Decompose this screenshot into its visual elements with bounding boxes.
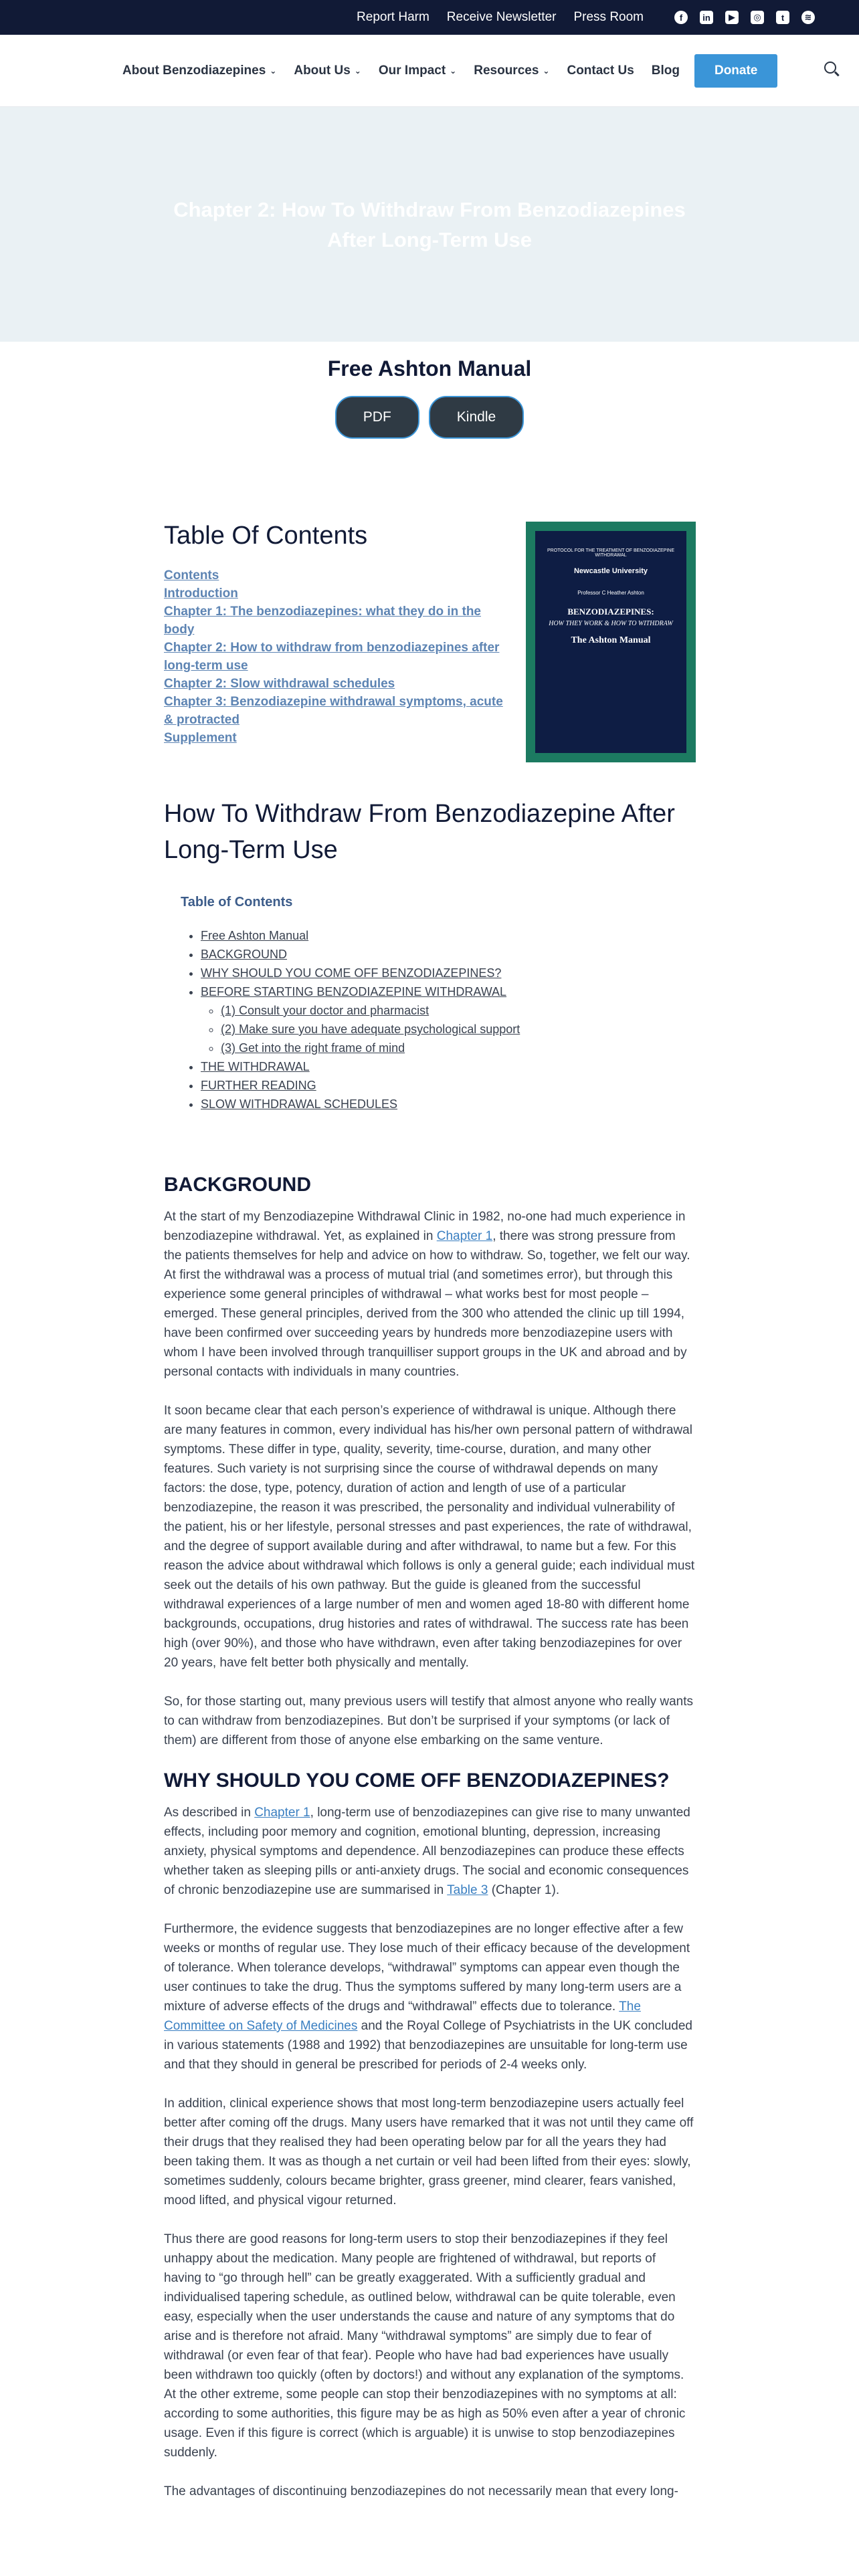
list-item <box>201 945 679 964</box>
nav-item-about-benzodiazepines[interactable] <box>122 64 276 78</box>
chevron-down-icon: ⌄ <box>354 66 361 76</box>
kindle-button[interactable]: Kindle <box>429 396 524 439</box>
cover-university: Newcastle University <box>573 567 648 575</box>
list-item <box>201 982 679 1057</box>
page-title: Chapter 2: How To Withdraw From Benzodiazepines After Long-Term Use <box>173 197 686 251</box>
list-item <box>221 1039 679 1057</box>
section-heading-background: BACKGROUND <box>164 1174 311 1196</box>
cover-banner: PROTOCOL FOR THE TREATMENT OF BENZODIAZEPINE WITHDRAWAL <box>547 548 675 558</box>
manual-title: Free Ashton Manual <box>327 356 532 381</box>
paragraph: Thus there are good reasons for long-term users to stop their benzodiazepines if they feel unhappy about the medication. Many people are frightened of withdrawal, but reports of having to “go through hell” can be greatly exaggerated. With a sufficiently gradual and individualised tapering schedule, as outlined below, withdrawal can be quite tolerable, even easy, especially when the user understands the cause and nature of any symptoms that do arise and is therefore not afraid. Many “withdrawal symptoms” are simply due to fear of withdrawal (or even fear of that fear). People who have had bad experiences have usually been withdrawn too quickly (often by doctors!) and without any explanation of the symptoms. At the other extreme, some people can stop their benzodiazepines with no symptoms at all: according to some authorities, this figure may be as high as 50% even after a year of chronic usage. Even if this figure is correct (which is arguable) it is unwise to stop benzodiazepines suddenly. <box>164 2232 686 2460</box>
text: and the Royal College of Psychiatrists in the UK concluded in various statements (1988 and 1992) that benzodiazepines are unsuitable for long-term use and that they should in general be prescribed for periods of 2-4 weeks only. <box>164 2019 692 2072</box>
text: As described in <box>164 1806 255 1820</box>
toc-subitem-link[interactable]: (2) Make sure you have adequate psychological support <box>221 1023 520 1036</box>
nav-label: Contact Us <box>567 63 634 78</box>
section-heading-why: WHY SHOULD YOU COME OFF BENZODIAZEPINES? <box>164 1769 670 1792</box>
twitter-icon[interactable]: t <box>776 11 789 24</box>
list-item <box>201 964 679 982</box>
toc-item-link[interactable]: BEFORE STARTING BENZODIAZEPINE WITHDRAWAL <box>201 985 507 998</box>
toc-link-chapter-2[interactable]: Chapter 2: How to withdraw from benzodiazepines after long-term use <box>164 641 500 673</box>
list-item <box>201 1057 679 1076</box>
nav-label: Resources <box>474 63 539 78</box>
toc-link-introduction[interactable]: Introduction <box>164 586 238 601</box>
text: , long-term use of benzodiazepines can give rise to many unwanted effects, including poor memory and cognition, emotional blunting, depression, increasing anxiety, physical symptoms and dependence. All benzodiazepines can produce these effects whether taken as sleeping pills or anti-anxiety drugs. The social and economic consequences of chronic benzodiazepine use are summarised in <box>164 1806 690 1897</box>
facebook-icon[interactable]: f <box>674 11 688 24</box>
list-item <box>201 1076 679 1095</box>
toc-item-link[interactable]: Free Ashton Manual <box>201 929 309 942</box>
paragraph: So, for those starting out, many previous users will testify that almost anyone who really wants to can withdraw from benzodiazepines. But don’t be surprised if your symptoms (or lack of them) are different from those of anyone else embarking on the same venture. <box>164 1695 693 1747</box>
top-bar <box>0 0 859 35</box>
receive-newsletter-link[interactable]: Receive Newsletter <box>446 10 557 24</box>
text: (Chapter 1). <box>488 1883 560 1897</box>
nav-item-our-impact[interactable] <box>379 64 456 78</box>
text: , there was strong pressure from the patients themselves for help and advice on how to withdraw. So, together, we felt our way. At first the withdrawal was a process of mutual trial (and sometimes error), but through this experience some general principles of withdrawal – what works best for most people – emerged. These general principles, derived from the 300 who attended the clinic up till 1994, have been confirmed over succeeding years by hundreds more benzodiazepine users with whom I have been involved through tranquilliser support groups in the UK and abroad and by personal contacts with individuals in many countries. <box>164 1229 690 1379</box>
nav-item-about-us[interactable] <box>294 64 361 78</box>
nav-item-blog[interactable] <box>652 64 680 78</box>
nav-label: About Benzodiazepines <box>122 63 266 78</box>
chevron-down-icon: ⌄ <box>543 66 550 76</box>
paragraph <box>164 1207 696 1382</box>
nav-item-contact-us[interactable] <box>567 64 634 78</box>
youtube-icon[interactable]: ▶ <box>725 11 739 24</box>
toc-item-link[interactable]: SLOW WITHDRAWAL SCHEDULES <box>201 1097 398 1111</box>
chevron-down-icon: ⌄ <box>450 66 457 76</box>
paragraph: It soon became clear that each person’s experience of withdrawal is unique. Although there are many features in common, every individual has his/her own personal pattern of withdrawal symptoms. These differ in type, quality, severity, time-course, duration, and many other features. Such variety is not surprising since the course of withdrawal depends on many factors: the dose, type, potency, duration of action and length of use of a particular benzodiazepine, the reason it was prescribed, the personality and individual vulnerability of the patient, his or her lifestyle, personal stresses and past experiences, the rate of withdrawal, and the degree of support available during and after withdrawal, to name but a few. For this reason the advice about withdrawal which follows is only a general guide; each individual must seek out the details of his own pathway. But the guide is gleaned from the successful withdrawal experiences of a large number of men and women aged 18-80 with different home backgrounds, occupations, drug histories and rates of withdrawal. The success rate has been high (over 90%), and those who have withdrawn, even after taking benzodiazepines for over 20 years, have felt better both physically and mentally. <box>164 1404 695 1670</box>
toc-link-chapter-2-schedules[interactable]: Chapter 2: Slow withdrawal schedules <box>164 677 395 691</box>
toc-link-supplement[interactable]: Supplement <box>164 731 237 745</box>
nav-label: About Us <box>294 63 351 78</box>
hero-banner <box>0 107 859 342</box>
toc-item-link[interactable]: THE WITHDRAWAL <box>201 1060 310 1073</box>
toc-item-link[interactable]: FURTHER READING <box>201 1079 316 1092</box>
search-icon[interactable] <box>824 62 836 74</box>
nav-label: Our Impact <box>378 63 446 78</box>
press-room-link[interactable]: Press Room <box>573 10 644 24</box>
article-title: How To Withdraw From Benzodiazepine After Long-Term Use <box>164 800 675 864</box>
chapter-1-link[interactable]: Chapter 1 <box>436 1229 493 1243</box>
chevron-down-icon: ⌄ <box>270 66 277 76</box>
list-item <box>221 1020 679 1039</box>
nav-label: Blog <box>651 63 680 78</box>
ashton-manual-cover <box>526 522 696 762</box>
report-harm-link[interactable]: Report Harm <box>357 10 430 24</box>
donate-button[interactable]: Donate <box>694 54 777 88</box>
toc-title: Table Of Contents <box>164 522 368 550</box>
chapter-1-link[interactable]: Chapter 1 <box>254 1806 310 1820</box>
article-toc <box>164 888 696 1113</box>
main-nav <box>0 35 859 107</box>
article <box>164 796 696 2520</box>
linkedin-icon[interactable]: in <box>700 11 713 24</box>
social-links <box>662 11 815 24</box>
list-item <box>221 1001 679 1020</box>
paragraph: The advantages of discontinuing benzodiazepines do not necessarily mean that every long- <box>164 2484 678 2498</box>
cover-title: BENZODIAZEPINES: <box>567 607 654 617</box>
committee-link[interactable]: The Committee on Safety of Medicines <box>164 2000 641 2033</box>
text: At the start of my Benzodiazepine Withdrawal Clinic in 1982, no-one had much experience in benzodiazepine withdrawal. Yet, as explained in <box>164 1210 686 1243</box>
nav-item-resources[interactable] <box>474 64 549 78</box>
manual-section <box>0 342 859 439</box>
paragraph <box>164 1919 696 2074</box>
toc-link-contents[interactable]: Contents <box>164 568 219 582</box>
instagram-icon[interactable]: ◎ <box>751 11 764 24</box>
cover-subtitle: HOW THEY WORK & HOW TO WITHDRAW <box>549 620 673 627</box>
toc-subitem-link[interactable]: (1) Consult your doctor and pharmacist <box>221 1004 430 1017</box>
toc-link-chapter-3[interactable]: Chapter 3: Benzodiazepine withdrawal symptoms, acute & protracted <box>164 695 503 727</box>
text: Furthermore, the evidence suggests that benzodiazepines are no longer effective after a few weeks or months of regular use. They lose much of their efficacy because of the development of tolerance. When tolerance develops, “withdrawal” symptoms can appear even though the user continues to take the drug. Thus the symptoms suffered by many long-term users are a mixture of adverse effects of the drugs and “withdrawal” effects due to tolerance. <box>164 1922 690 2014</box>
table-3-link[interactable]: Table 3 <box>447 1883 488 1897</box>
cover-author: Professor C Heather Ashton <box>577 590 644 596</box>
article-toc-title: Table of Contents <box>181 895 293 909</box>
toc-subitem-link[interactable]: (3) Get into the right frame of mind <box>221 1041 405 1055</box>
paragraph <box>164 1803 696 1900</box>
cover-manual-name: The Ashton Manual <box>571 635 651 645</box>
list-item <box>201 926 679 945</box>
pdf-button[interactable]: PDF <box>335 396 419 439</box>
spotify-icon[interactable]: ≋ <box>801 11 815 24</box>
toc-item-link[interactable]: WHY SHOULD YOU COME OFF BENZODIAZEPINES? <box>201 966 502 980</box>
list-item <box>201 1095 679 1113</box>
toc-link-chapter-1[interactable]: Chapter 1: The benzodiazepines: what they do in the body <box>164 605 481 637</box>
toc-item-link[interactable]: BACKGROUND <box>201 948 288 961</box>
paragraph: In addition, clinical experience shows that most long-term benzodiazepine users actually feel better after coming off the drugs. Many users have remarked that it was not until they came off their drugs that they realised they had been operating below par for all the years they had been taking them. It was as though a net curtain or veil had been lifted from their eyes: slowly, sometimes suddenly, colours became brighter, grass greener, mind clearer, fears vanished, mood lifted, and physical vigour returned. <box>164 2097 694 2208</box>
